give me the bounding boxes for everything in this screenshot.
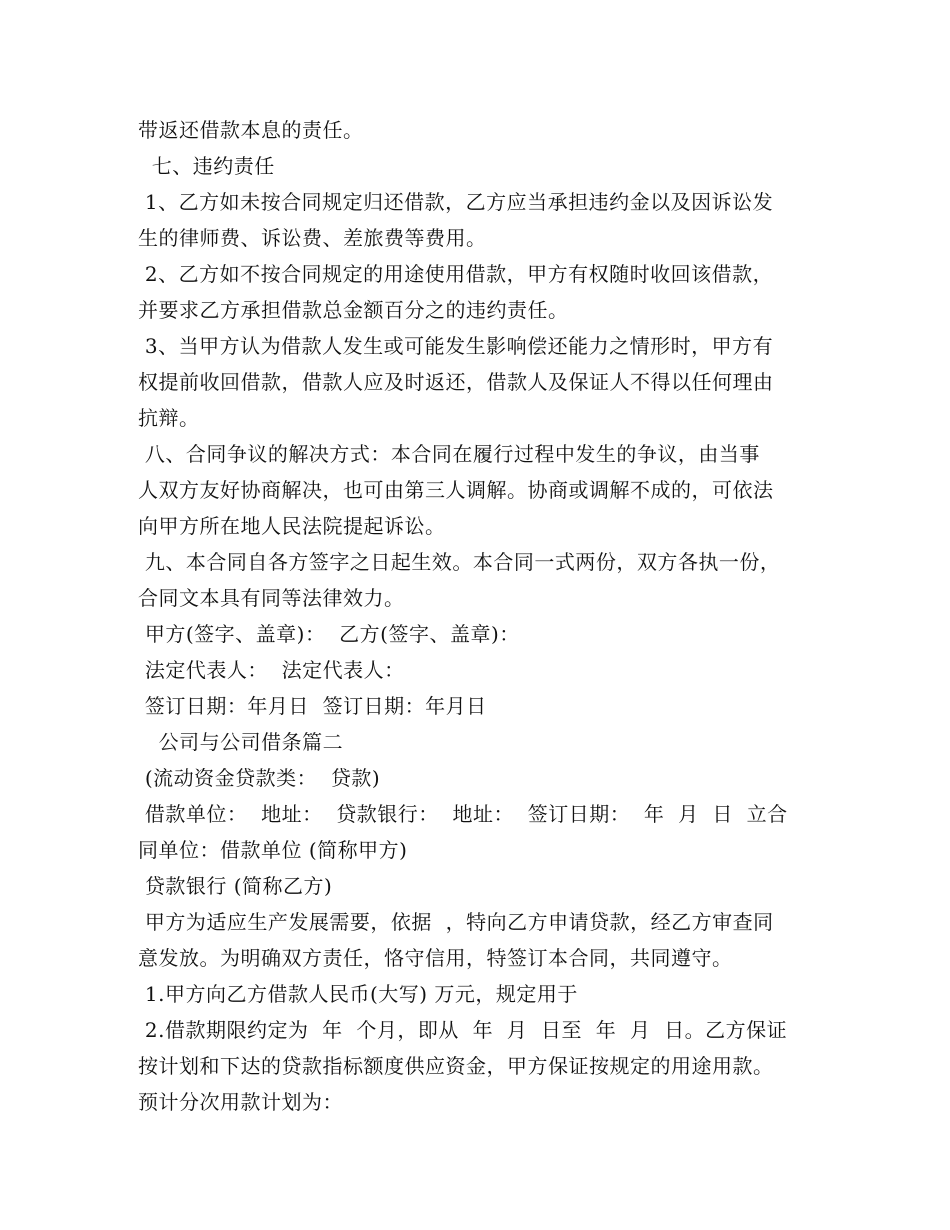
text-line: 甲方为适应生产发展需要，依据 ，特向乙方申请贷款，经乙方审查同 — [138, 910, 774, 934]
text-line: 按计划和下达的贷款指标额度供应资金，甲方保证按规定的用途用款。 — [138, 1054, 774, 1078]
text-line: 1、乙方如未按合同规定归还借款，乙方应当承担违约金以及因诉讼发 — [138, 190, 774, 214]
text-line: 并要求乙方承担借款总金额百分之的违约责任。 — [138, 298, 569, 322]
text-line: 2.借款期限约定为 年 个月，即从 年 月 日至 年 月 日。乙方保证 — [138, 1018, 788, 1042]
text-line: 权提前收回借款，借款人应及时返还，借款人及保证人不得以任何理由 — [138, 370, 774, 394]
section-heading: 七、违约责任 — [138, 154, 275, 178]
text-line: 八、合同争议的解决方式：本合同在履行过程中发生的争议，由当事 — [138, 442, 760, 466]
text-line: 带返还借款本息的责任。 — [138, 118, 364, 142]
text-line: 同单位：借款单位 (简称甲方) — [138, 838, 408, 862]
section-title: 公司与公司借条篇二 — [138, 730, 344, 754]
text-line: 借款单位： 地址： 贷款银行： 地址： 签订日期： 年 月 日 立合 — [138, 802, 788, 826]
signature-line-date: 签订日期：年月日 签订日期：年月日 — [138, 694, 487, 718]
text-line: 合同文本具有同等法律效力。 — [138, 586, 405, 610]
document-body — [138, 112, 828, 1120]
text-line: 九、本合同自各方签字之日起生效。本合同一式两份，双方各执一份， — [138, 550, 781, 574]
text-line: 1.甲方向乙方借款人民币(大写) 万元，规定用于 — [138, 982, 578, 1006]
text-line: 贷款银行 (简称乙方) — [138, 874, 333, 898]
text-line: 意发放。为明确双方责任，恪守信用，特签订本合同，共同遵守。 — [138, 946, 733, 970]
signature-line-representative: 法定代表人： 法定代表人： — [138, 658, 405, 682]
text-line: 人双方友好协商解决，也可由第三人调解。协商或调解不成的，可依法 — [138, 478, 774, 502]
text-line: 生的律师费、诉讼费、差旅费等费用。 — [138, 226, 487, 250]
text-line: 抗辩。 — [138, 406, 200, 430]
text-line: 3、当甲方认为借款人发生或可能发生影响偿还能力之情形时，甲方有 — [138, 334, 774, 358]
text-line: (流动资金贷款类： 贷款) — [138, 766, 381, 790]
text-line: 2、乙方如不按合同规定的用途使用借款，甲方有权随时收回该借款， — [138, 262, 774, 286]
text-line: 预计分次用款计划为： — [138, 1090, 343, 1114]
signature-line-party: 甲方(签字、盖章)： 乙方(签字、盖章)： — [138, 622, 520, 646]
text-line: 向甲方所在地人民法院提起诉讼。 — [138, 514, 446, 538]
